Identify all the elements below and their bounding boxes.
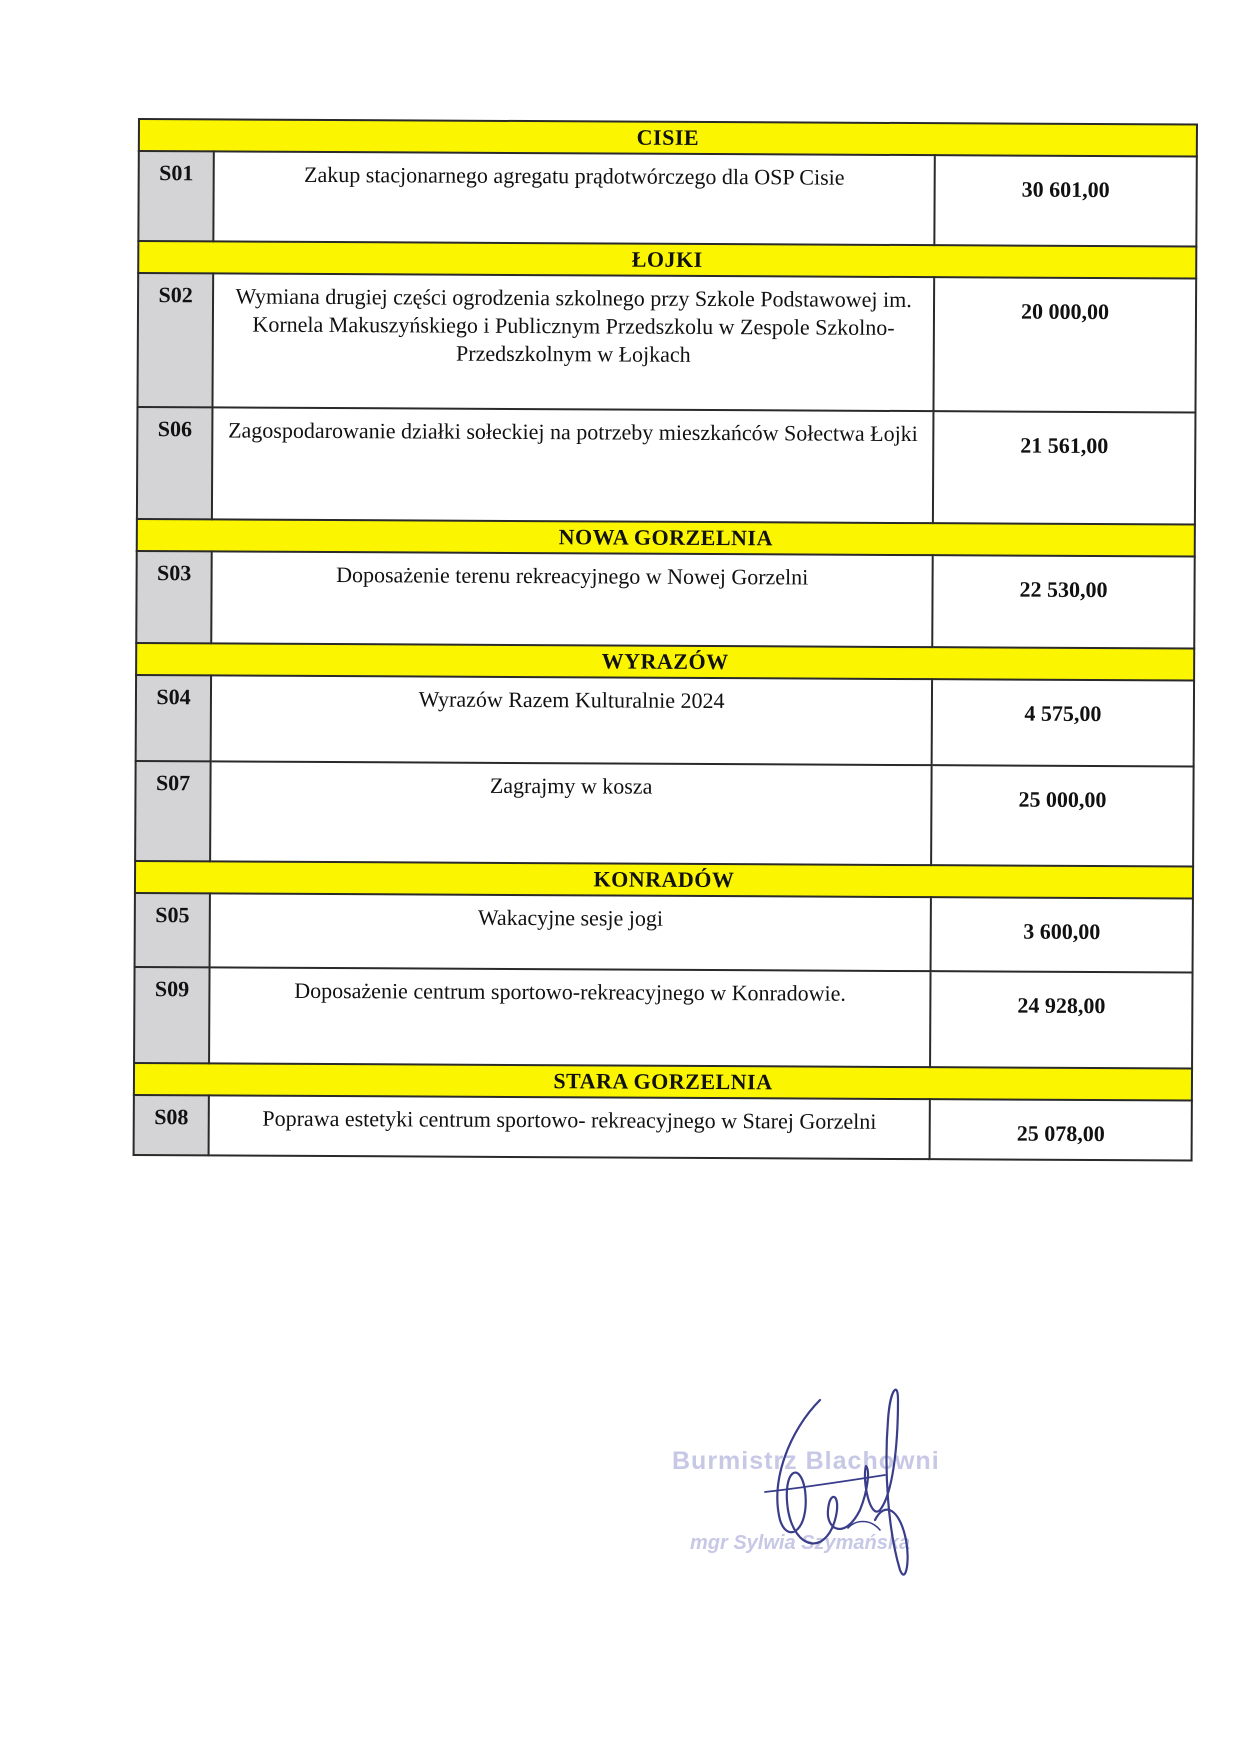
signature-stamp: [670, 1370, 970, 1600]
village-name: CISIE: [139, 119, 1197, 157]
project-row: [137, 273, 1196, 413]
project-code: S08: [134, 1095, 210, 1155]
village-name: WYRAZÓW: [136, 643, 1194, 681]
project-code: S05: [135, 893, 211, 967]
project-row: [135, 893, 1193, 973]
project-row: [134, 1095, 1192, 1161]
project-code: S02: [137, 273, 213, 407]
project-amount: 4 575,00: [932, 679, 1194, 766]
project-row: [135, 761, 1194, 867]
project-code: S07: [135, 761, 211, 861]
project-row: [138, 151, 1196, 247]
project-title: Zakup stacjonarnego agregatu prądotwórczego dla OSP Cisie: [214, 151, 935, 245]
stamp-title: Burmistrz Blachowni: [672, 1447, 940, 1475]
project-amount: 24 928,00: [930, 971, 1192, 1068]
project-amount: 20 000,00: [934, 277, 1197, 412]
project-row: [136, 675, 1194, 767]
project-code: S09: [134, 967, 210, 1063]
village-name: NOWA GORZELNIA: [137, 519, 1195, 557]
project-amount: 25 000,00: [931, 765, 1193, 866]
project-amount: 25 078,00: [930, 1099, 1192, 1160]
project-row: [137, 407, 1196, 525]
project-row: [136, 551, 1194, 649]
project-code: S04: [136, 675, 212, 761]
stamp-name: mgr Sylwia Szymańska: [690, 1532, 911, 1554]
project-title: Poprawa estetyki centrum sportowo- rekreacyjnego w Starej Gorzelni: [209, 1095, 930, 1159]
project-amount: 30 601,00: [934, 155, 1196, 246]
project-code: S06: [137, 407, 213, 519]
village-name: ŁOJKI: [138, 241, 1196, 279]
project-title: Doposażenie centrum sportowo-rekreacyjnego w Konradowie.: [209, 967, 930, 1067]
village-name: STARA GORZELNIA: [134, 1063, 1192, 1101]
handwritten-signature: [670, 1370, 970, 1600]
project-title: Doposażenie terenu rekreacyjnego w Nowej Gorzelni: [211, 551, 932, 647]
project-title: Zagospodarowanie działki sołeckiej na potrzeby mieszkańców Sołectwa Łojki: [212, 407, 933, 523]
project-code: S03: [136, 551, 212, 643]
project-row: [134, 967, 1192, 1069]
project-amount: 22 530,00: [932, 555, 1194, 648]
village-name: KONRADÓW: [135, 861, 1193, 899]
project-code: S01: [138, 151, 214, 241]
project-title: Wymiana drugiej części ogrodzenia szkolnego przy Szkole Podstawowej im. Kornela Makuszyńskiego i Publicznym Przedszkolu w Zespole Szkolno-Przedszkolnym w Łojkach: [213, 273, 935, 411]
project-title: Wakacyjne sesje jogi: [210, 893, 931, 971]
project-amount: 21 561,00: [933, 411, 1196, 524]
project-title: Wyrazów Razem Kulturalnie 2024: [211, 675, 932, 765]
budget-table: [133, 118, 1198, 1162]
project-title: Zagrajmy w kosza: [210, 761, 931, 865]
project-amount: 3 600,00: [931, 897, 1193, 972]
